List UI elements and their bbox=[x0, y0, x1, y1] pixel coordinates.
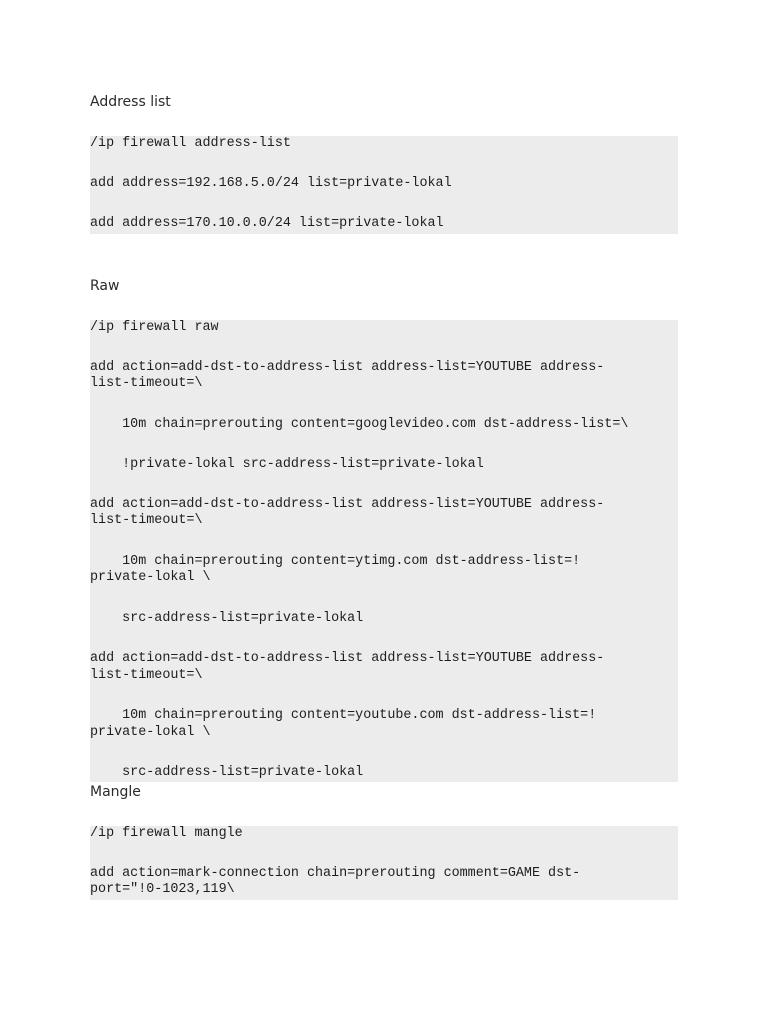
code-line: add action=add-dst-to-address-list address-list=YOUTUBE address- bbox=[90, 360, 605, 375]
code-line: add address=170.10.0.0/24 list=private-lokal bbox=[90, 216, 444, 231]
code-line: list-timeout=\ bbox=[90, 513, 203, 528]
section-heading-raw: Raw bbox=[90, 278, 120, 294]
code-line: 10m chain=prerouting content=ytimg.com dst-address-list=! bbox=[90, 554, 581, 569]
code-line: /ip firewall raw bbox=[90, 320, 219, 335]
code-line: private-lokal \ bbox=[90, 570, 211, 585]
code-line: add action=mark-connection chain=prerouting comment=GAME dst- bbox=[90, 866, 581, 881]
code-line: port="!0-1023,119\ bbox=[90, 882, 235, 897]
code-line: private-lokal \ bbox=[90, 725, 211, 740]
code-line: /ip firewall address-list bbox=[90, 136, 291, 151]
code-block-raw bbox=[90, 320, 678, 782]
code-line: list-timeout=\ bbox=[90, 668, 203, 683]
code-line: 10m chain=prerouting content=googlevideo.com dst-address-list=\ bbox=[90, 417, 629, 432]
code-line: list-timeout=\ bbox=[90, 376, 203, 391]
section-heading-mangle: Mangle bbox=[90, 784, 141, 800]
code-block-address-list bbox=[90, 136, 678, 234]
code-line: add action=add-dst-to-address-list address-list=YOUTUBE address- bbox=[90, 651, 605, 666]
code-line: add action=add-dst-to-address-list address-list=YOUTUBE address- bbox=[90, 497, 605, 512]
code-line: src-address-list=private-lokal bbox=[90, 611, 364, 626]
code-line: src-address-list=private-lokal bbox=[90, 765, 364, 780]
section-heading-address-list: Address list bbox=[90, 94, 171, 110]
code-line: 10m chain=prerouting content=youtube.com dst-address-list=! bbox=[90, 708, 597, 723]
code-block-mangle bbox=[90, 826, 678, 900]
code-line: !private-lokal src-address-list=private-lokal bbox=[90, 457, 484, 472]
code-line: add address=192.168.5.0/24 list=private-lokal bbox=[90, 176, 452, 191]
code-line: /ip firewall mangle bbox=[90, 826, 243, 841]
